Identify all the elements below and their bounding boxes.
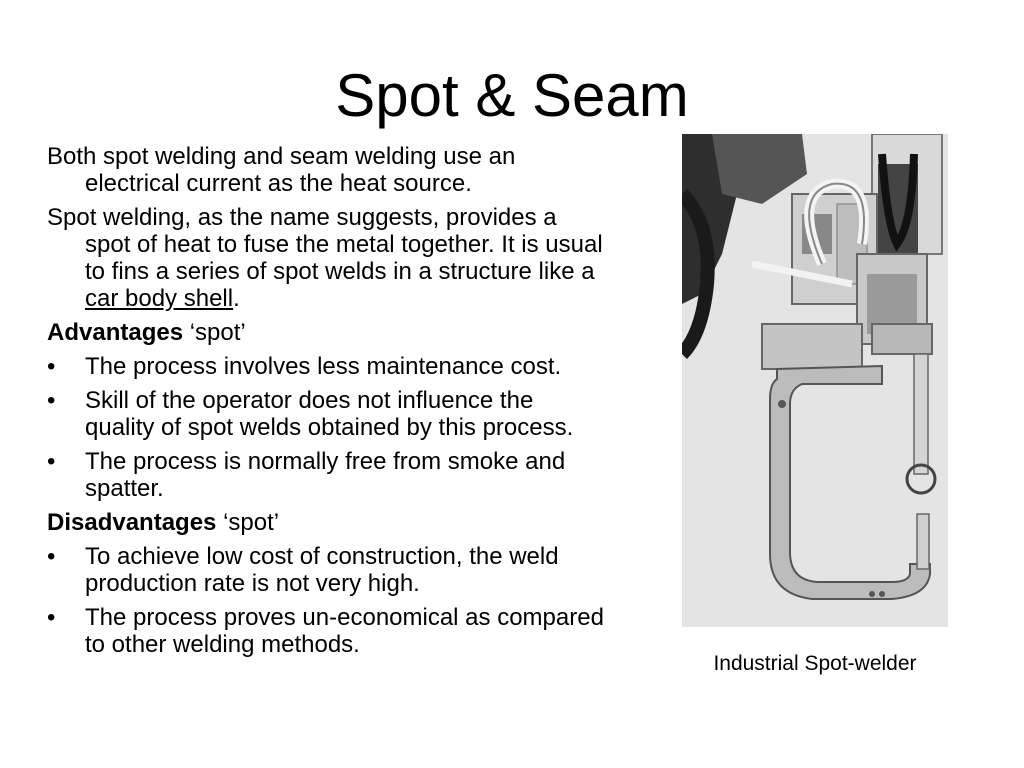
advantage-item: [47, 353, 607, 380]
disadvantage-text: To achieve low cost of construction, the weld production rate is not very high.: [85, 543, 559, 597]
disadvantage-text: The process proves un-economical as compared to other welding methods.: [85, 604, 604, 658]
advantage-text: The process is normally free from smoke and spatter.: [85, 448, 566, 502]
disadvantage-item: [47, 543, 607, 597]
intro-paragraph-2: [47, 204, 607, 312]
intro-paragraph-2-text: Spot welding, as the name suggests, provides a spot of heat to fuse the metal together. It is usual to fins a series of spot welds in a structure like a: [47, 204, 603, 285]
advantages-qualifier: ‘spot’: [183, 319, 246, 346]
disadvantage-item: [47, 604, 607, 658]
car-body-shell-link[interactable]: car body shell: [85, 285, 234, 312]
image-caption: Industrial Spot-welder: [713, 652, 917, 675]
advantages-heading: [47, 319, 607, 346]
disadvantages-label: Disadvantages: [47, 509, 217, 536]
bullet-glyph: •: [47, 543, 56, 570]
bullet-glyph: •: [47, 604, 56, 631]
spot-welder-illustration: [682, 134, 948, 627]
advantages-label: Advantages: [47, 319, 184, 346]
spot-welder-photo: [682, 134, 948, 627]
slide-body: [47, 143, 607, 665]
advantage-text: Skill of the operator does not influence the quality of spot welds obtained by this process.: [85, 387, 574, 441]
disadvantages-heading: [47, 509, 607, 536]
advantage-item: [47, 387, 607, 441]
slide-title: Spot & Seam: [335, 62, 689, 129]
bullet-glyph: •: [47, 353, 56, 380]
advantage-item: [47, 448, 607, 502]
intro-paragraph-2-end: .: [233, 285, 240, 312]
bullet-glyph: •: [47, 387, 56, 414]
disadvantages-qualifier: ‘spot’: [216, 509, 280, 536]
intro-paragraph-1: Both spot welding and seam welding use an electrical current as the heat source.: [47, 143, 516, 197]
advantage-text: The process involves less maintenance cost.: [85, 353, 562, 380]
bullet-glyph: •: [47, 448, 56, 475]
